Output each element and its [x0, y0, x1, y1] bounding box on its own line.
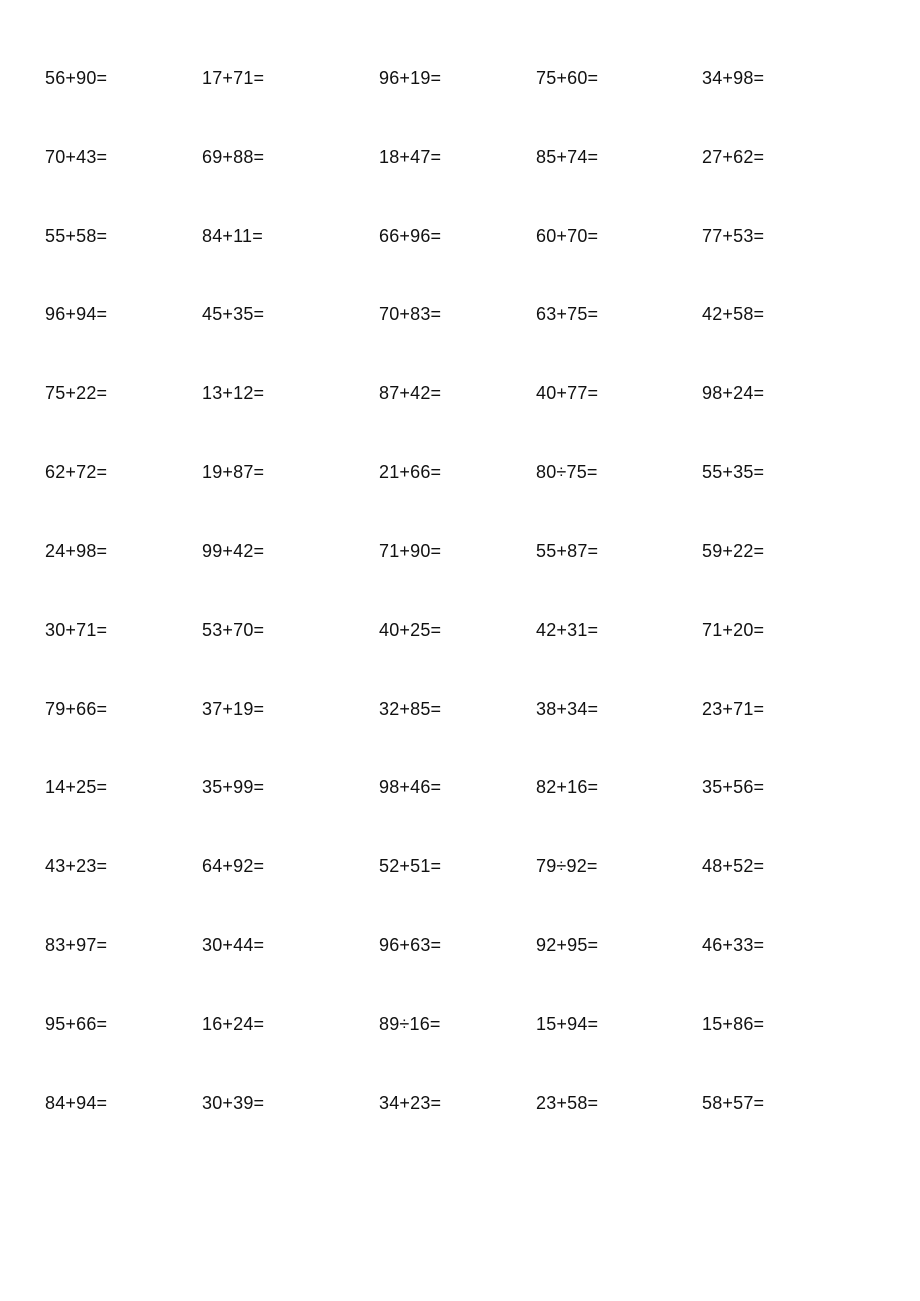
math-problem: 46+33=	[702, 935, 765, 955]
math-problem: 89÷16=	[379, 1014, 441, 1034]
math-problem: 70+83=	[379, 304, 442, 324]
math-problem: 71+90=	[379, 541, 442, 561]
math-problem: 63+75=	[536, 304, 599, 324]
math-problem: 98+46=	[379, 777, 442, 797]
math-problem: 38+34=	[536, 699, 599, 719]
math-problem: 98+24=	[702, 383, 765, 403]
math-problem: 45+35=	[202, 304, 265, 324]
math-problem: 62+72=	[45, 462, 108, 482]
math-problem: 70+43=	[45, 147, 108, 167]
problem-row	[0, 460, 920, 484]
problem-row	[0, 224, 920, 248]
math-problem: 84+94=	[45, 1093, 108, 1113]
problem-row	[0, 1012, 920, 1036]
problem-row	[0, 775, 920, 799]
math-problem: 42+31=	[536, 620, 599, 640]
math-problem: 95+66=	[45, 1014, 108, 1034]
problem-row	[0, 66, 920, 90]
math-problem: 34+98=	[702, 68, 765, 88]
math-problem: 99+42=	[202, 541, 265, 561]
math-problem: 18+47=	[379, 147, 442, 167]
math-problem: 23+58=	[536, 1093, 599, 1113]
math-problem: 16+24=	[202, 1014, 265, 1034]
math-problem: 30+44=	[202, 935, 265, 955]
math-problem: 82+16=	[536, 777, 599, 797]
problem-row	[0, 1091, 920, 1115]
math-problem: 43+23=	[45, 856, 108, 876]
math-problem: 85+74=	[536, 147, 599, 167]
math-problem: 48+52=	[702, 856, 765, 876]
math-problem: 75+60=	[536, 68, 599, 88]
math-problem: 30+39=	[202, 1093, 265, 1113]
math-problem: 64+92=	[202, 856, 265, 876]
math-problem: 55+35=	[702, 462, 765, 482]
math-problem: 96+94=	[45, 304, 108, 324]
math-problem: 32+85=	[379, 699, 442, 719]
math-problem: 23+71=	[702, 699, 765, 719]
math-problem: 52+51=	[379, 856, 442, 876]
problem-row	[0, 145, 920, 169]
math-problem: 79÷92=	[536, 856, 598, 876]
math-problem: 34+23=	[379, 1093, 442, 1113]
problem-row	[0, 854, 920, 878]
math-problem: 24+98=	[45, 541, 108, 561]
math-problem: 19+87=	[202, 462, 265, 482]
math-problem: 35+99=	[202, 777, 265, 797]
math-problem: 92+95=	[536, 935, 599, 955]
math-problem: 30+71=	[45, 620, 108, 640]
math-problem: 55+87=	[536, 541, 599, 561]
problem-row	[0, 302, 920, 326]
math-problem: 96+63=	[379, 935, 442, 955]
math-problem: 83+97=	[45, 935, 108, 955]
math-problem: 15+94=	[536, 1014, 599, 1034]
math-problem: 15+86=	[702, 1014, 765, 1034]
math-problem: 58+57=	[702, 1093, 765, 1113]
problem-row	[0, 539, 920, 563]
math-problem: 56+90=	[45, 68, 108, 88]
math-problem: 27+62=	[702, 147, 765, 167]
math-problem: 69+88=	[202, 147, 265, 167]
math-problem: 59+22=	[702, 541, 765, 561]
math-problem: 42+58=	[702, 304, 765, 324]
math-problem: 84+11=	[202, 226, 263, 246]
math-problem: 55+58=	[45, 226, 108, 246]
math-problem: 35+56=	[702, 777, 765, 797]
math-problem: 40+77=	[536, 383, 599, 403]
math-problem: 96+19=	[379, 68, 442, 88]
math-problem: 14+25=	[45, 777, 108, 797]
math-problem: 71+20=	[702, 620, 765, 640]
problem-row	[0, 381, 920, 405]
math-problem: 21+66=	[379, 462, 442, 482]
problem-row	[0, 697, 920, 721]
math-problem: 53+70=	[202, 620, 265, 640]
math-problem: 79+66=	[45, 699, 108, 719]
math-problem: 17+71=	[202, 68, 265, 88]
problem-row	[0, 933, 920, 957]
math-problem: 40+25=	[379, 620, 442, 640]
math-problem: 87+42=	[379, 383, 442, 403]
math-problem: 37+19=	[202, 699, 265, 719]
math-problem: 13+12=	[202, 383, 265, 403]
math-problem: 60+70=	[536, 226, 599, 246]
math-problem: 75+22=	[45, 383, 108, 403]
math-problem: 66+96=	[379, 226, 442, 246]
problem-row	[0, 618, 920, 642]
math-problem: 77+53=	[702, 226, 765, 246]
math-problem: 80÷75=	[536, 462, 598, 482]
